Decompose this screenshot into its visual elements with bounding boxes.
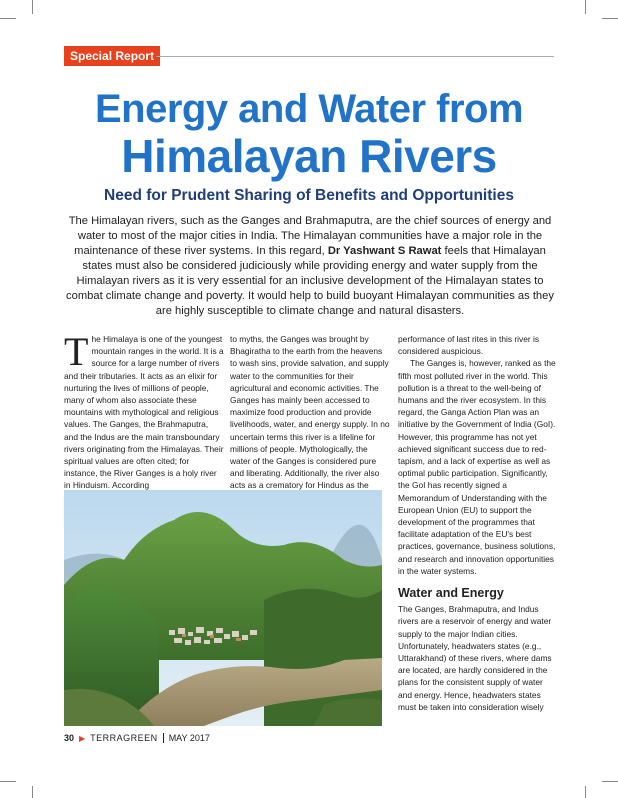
crop-mark	[20, 786, 33, 798]
body-text: to myths, the Ganges was brought by Bhagiratha to the earth from the heavens to wash sins, provide salvation, and supply water to the communities for their agricultural and economic activities. The Ganges has mainly been accessed to maximize food production and provide livelihoods, water, and energy supply. In no uncertain terms this river is a lifeline for millions of people. Mythologically, the water of the Ganges is considered pure and liberating. Additionally, the river also acts as a crematory for Hindus as the	[230, 334, 390, 491]
body-text: The Ganges is, however, ranked as the fifth most polluted river in the world. This pollution is a threat to the well-being of humans and the river ecosystem. In this regard, the Ganga Action Plan was an initiative by the Government of India (GoI). However, this programme has not yet achieved significant success due to red-tapism, and a lack of expertise as well as optimal public participation. Significantly, the GoI has recently signed a Memorandum of Understanding with the European Union (EU) to support the development of the programmes that facilitate adaptation of the EU's best practices, governance, business solutions, and research and innovation opportunities in the water systems.	[398, 358, 556, 576]
magazine-name: TERRAGREEN	[90, 733, 158, 743]
headline-line-2: Himalayan Rivers	[121, 130, 497, 182]
crop-mark	[20, 0, 33, 14]
section-tag: Special Report	[64, 46, 160, 66]
subheadline: Need for Prudent Sharing of Benefits and Opportunities	[104, 187, 514, 204]
drop-cap: T	[64, 329, 89, 374]
author-name: Dr Yashwant S Rawat	[327, 245, 442, 257]
article-column-3	[398, 333, 558, 713]
headline-line-1: Energy and Water from	[94, 87, 524, 131]
standfirst-text: feels that Himalayan states must also be considered judiciously while providing energy and water supply from the Himalayan rivers as it is very essential for an inclusive development of the Himalayan states to combat climate change and poverty. It would help to build buoyant Himalayan communities as they are highly susceptible to climate change and natural disasters.	[66, 245, 554, 317]
article-column-2	[230, 333, 390, 492]
body-text: The Ganges, Brahmaputra, and Indus rivers are a reservoir of energy and water supply to the major Indian cities. Unfortunately, headwaters states (e.g., Uttarakhand) of these rivers, where dams are located, are hardly considered in the plans for the consistent supply of water and energy. Hence, headwaters states must be taken into consideration wisely	[398, 604, 552, 712]
crop-mark	[0, 18, 16, 19]
river-valley-photo	[64, 490, 382, 726]
crop-mark	[585, 0, 598, 14]
standfirst	[60, 214, 560, 319]
divider	[163, 733, 164, 743]
arrow-right-icon: ▶	[79, 733, 86, 743]
section-heading: Water and Energy	[398, 586, 504, 601]
crop-mark	[585, 786, 598, 798]
body-text: he Himalaya is one of the youngest mountain ranges in the world. It is a source for a large number of rivers and their tributaries. It acts as an elixir for nurturing the lives of millions of people, many of whom also associate these mountains with mythological and religious values. The Ganges, the Brahmaputra, and the Indus are the main transboundary rivers originating from the Himalayas. Their spiritual values are often cited; for instance, the River Ganges is a holy river in Hinduism. According	[64, 334, 224, 491]
article-column-1	[64, 329, 224, 492]
standfirst-text: The Himalayan rivers, such as the Ganges and Brahmaputra, are the chief sources of energy and water to most of the major cities in India. The Himalayan communities have a major role in the maintenance of these river systems. In this regard,	[68, 215, 552, 257]
issue-date: MAY 2017	[168, 733, 210, 743]
page-number: 30	[64, 733, 75, 743]
page-footer	[64, 733, 210, 743]
body-text: performance of last rites in this river is considered auspicious.	[398, 334, 540, 357]
section-rule	[156, 56, 554, 57]
crop-mark	[602, 781, 618, 782]
crop-mark	[602, 18, 618, 19]
crop-mark	[0, 781, 16, 782]
